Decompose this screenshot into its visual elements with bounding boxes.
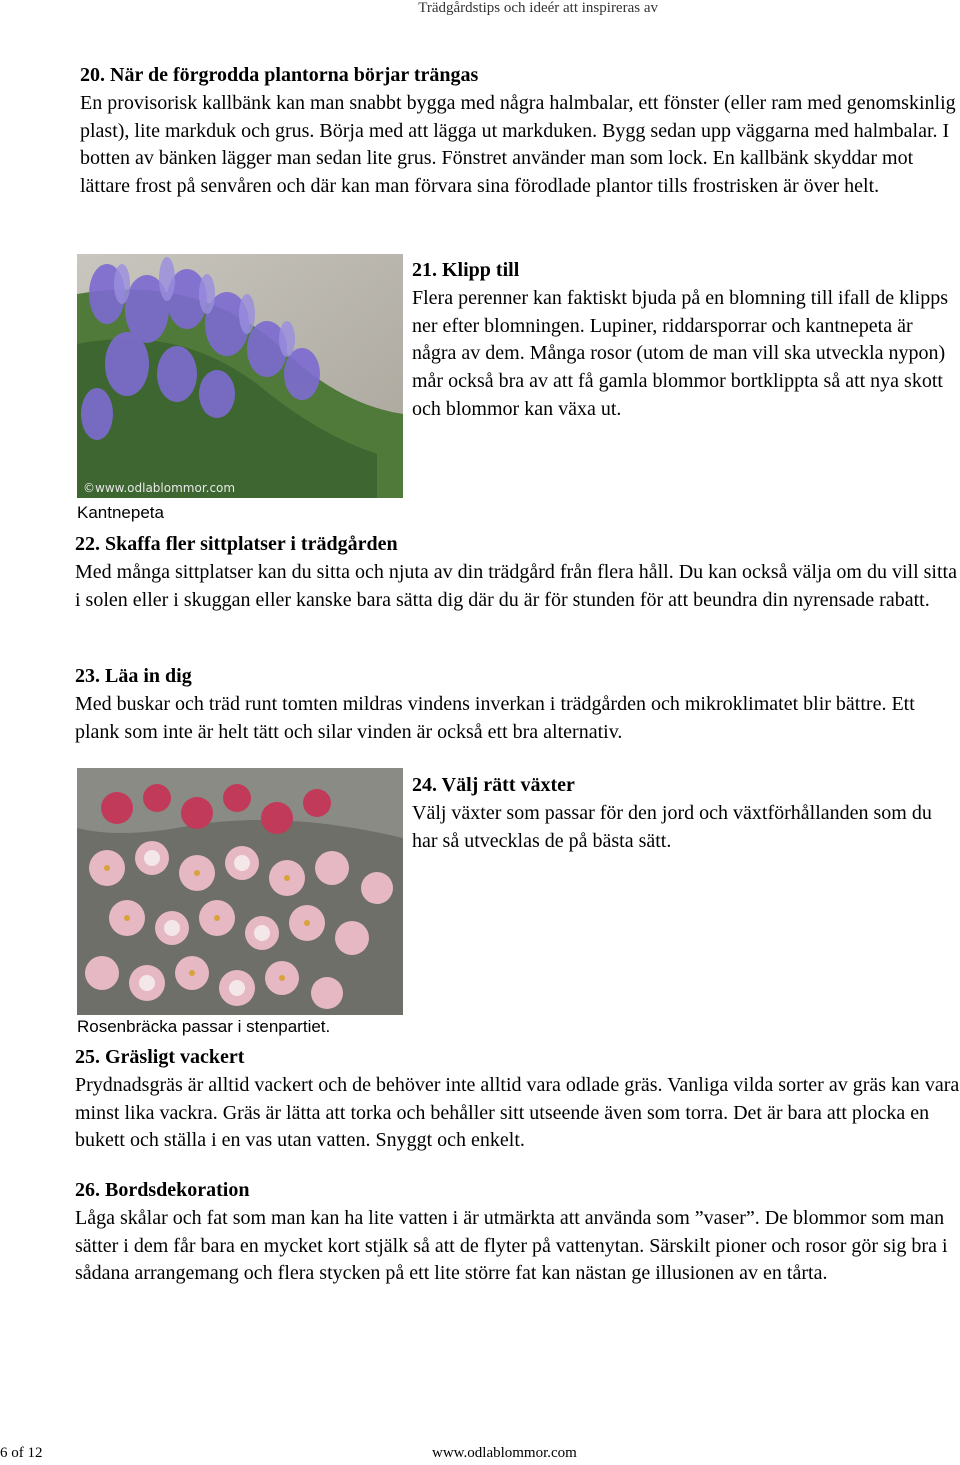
catmint-photo bbox=[77, 254, 403, 498]
section-body: Låga skålar och fat som man kan ha lite vatten i är utmärkta att använda som ”vaser”. De blommor som man sätter i dem får bara en mycket kort stjälk så att de flyter på vattenytan. Särskilt pioner och rosor gör sig bra i sådana arrangemang och flera stycken på ett lite större fat kan nästan ge illusionen av en tårta. bbox=[75, 1206, 948, 1285]
section-body: Flera perenner kan faktiskt bjuda på en blomning till ifall de klipps ner efter blomningen. Lupiner, riddarsporrar och kantnepeta är några av dem. Många rosor (utom de man vill ska utveckla nypon) mår också bra av att få gamla blommor bortklippta så att nya skott och blommor kan växa ut. bbox=[412, 286, 948, 420]
section-body: Med många sittplatser kan du sitta och njuta av din trädgård från flera håll. Du kan också välja om du vill sitta i solen eller i skuggan eller kanske bara sätta dig där du är för stunden för att beundra din nyrensade rabatt. bbox=[75, 560, 957, 611]
section-body: Välj växter som passar för den jord och växtförhållanden som du har så utvecklas de på bästa sätt. bbox=[412, 801, 932, 852]
section-title: 20. När de förgrodda plantorna börjar trängas bbox=[80, 64, 479, 86]
section-title: 22. Skaffa fler sittplatser i trädgården bbox=[75, 533, 398, 555]
section-title: 26. Bordsdekoration bbox=[75, 1179, 250, 1201]
section-24 bbox=[412, 772, 960, 855]
section-21 bbox=[412, 257, 960, 424]
saxifrage-photo bbox=[77, 768, 403, 1015]
section-23 bbox=[75, 663, 960, 746]
image-caption: Rosenbräcka passar i stenpartiet. bbox=[77, 1017, 331, 1036]
section-22 bbox=[75, 531, 960, 614]
section-title: 24. Välj rätt växter bbox=[412, 774, 575, 796]
footer-url[interactable]: www.odlablommor.com bbox=[432, 1445, 577, 1461]
section-body: En provisorisk kallbänk kan man snabbt bygga med några halmbalar, ett fönster (eller ram med genomskinlig plast), lite markduk och grus. Börja med att lägga ut markduken. Bygg sedan upp väggarna med halmbalar. I botten av bänken lägger man sedan lite grus. Fönstret använder man som lock. En kallbänk skyddar mot lättare frost på senvåren och där kan man förvara sina förodlade plantor tills frostrisken är över helt. bbox=[80, 91, 956, 198]
page-number: 6 of 12 bbox=[0, 1445, 43, 1461]
section-20 bbox=[80, 62, 960, 201]
section-title: 25. Gräsligt vackert bbox=[75, 1046, 245, 1068]
section-body: Med buskar och träd runt tomten mildras vindens inverkan i trädgården och mikroklimatet blir bättre. Ett plank som inte är helt tätt och silar vinden är också ett bra alternativ. bbox=[75, 692, 915, 743]
section-body: Prydnadsgräs är alltid vackert och de behöver inte alltid vara odlade gräs. Vanliga vilda sorter av gräs kan vara minst lika vackra. Gräs är lätta att torka och behåller sitt utseende även som torra. Det är bara att plocka en bukett och ställa i en vas utan vatten. Snyggt och enkelt. bbox=[75, 1073, 960, 1152]
section-25 bbox=[75, 1044, 960, 1155]
section-title: 23. Läa in dig bbox=[75, 665, 192, 687]
photo-watermark: ©www.odlablommor.com bbox=[83, 481, 236, 495]
section-title: 21. Klipp till bbox=[412, 259, 520, 281]
image-caption: Kantnepeta bbox=[77, 503, 164, 522]
running-header: Trädgårdstips och ideér att inspireras av bbox=[418, 0, 658, 16]
section-26 bbox=[75, 1177, 960, 1288]
